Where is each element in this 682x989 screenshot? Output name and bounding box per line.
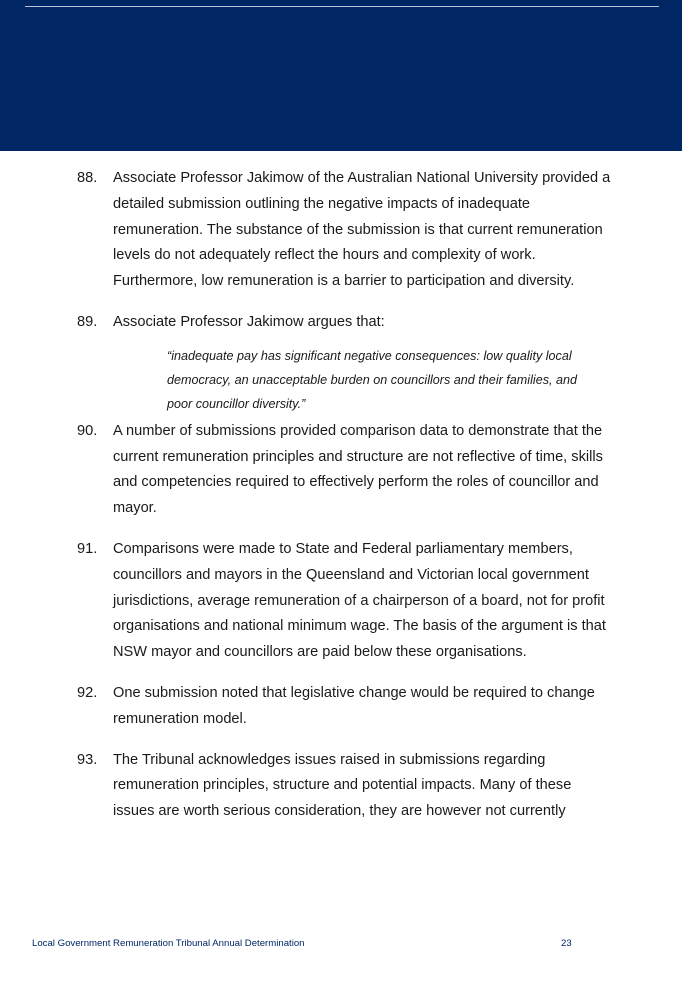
paragraph-92 xyxy=(0,681,682,733)
paragraph-text: Comparisons were made to State and Federal parliamentary members, councillors and mayors in the Queensland and Victorian local government jurisdictions, average remuneration of a chairperson of a board, not for profit organisations and national minimum wage. The basis of the argument is that NSW mayor and councillors are paid below these organisations. xyxy=(113,540,606,661)
header-rule xyxy=(25,6,659,7)
paragraph-91 xyxy=(0,537,682,666)
paragraph-93 xyxy=(0,748,682,825)
paragraph-number: 89. xyxy=(77,313,98,330)
paragraph-88 xyxy=(0,166,682,295)
footer-document-title: Local Government Remuneration Tribunal Annual Determination xyxy=(32,938,305,949)
paragraph-number: 92. xyxy=(77,684,98,701)
paragraph-90 xyxy=(0,419,682,522)
paragraph-text: The Tribunal acknowledges issues raised in submissions regarding remuneration principles, structure and potential impacts. Many of these issues are worth serious consideration, they are however not currently xyxy=(113,751,572,820)
paragraph-89 xyxy=(0,310,682,336)
paragraph-text: One submission noted that legislative change would be required to change remuneration model. xyxy=(113,684,595,727)
block-quote: “inadequate pay has significant negative consequences: low quality local democracy, an unacceptable burden on councillors and their families, and poor councillor diversity.” xyxy=(167,348,578,411)
paragraph-number: 88. xyxy=(77,170,98,186)
paragraph-number: 93. xyxy=(77,751,98,768)
paragraph-number: 91. xyxy=(77,540,98,557)
paragraph-number: 90. xyxy=(77,422,98,439)
header-band xyxy=(0,0,682,151)
paragraph-text: A number of submissions provided comparison data to demonstrate that the current remuneration principles and structure are not reflective of time, skills and competencies required to effectively perform the roles of councillor and mayor. xyxy=(113,422,603,517)
paragraph-text: Associate Professor Jakimow argues that: xyxy=(113,313,385,330)
document-body xyxy=(0,166,682,840)
paragraph-text: Associate Professor Jakimow of the Australian National University provided a detailed submission outlining the negative impacts of inadequate remuneration. The substance of the submission is that current remuneration levels do not adequately reflect the hours and complexity of work. Furthermore, low remuneration is a barrier to participation and diversity. xyxy=(113,170,611,290)
footer-page-number: 23 xyxy=(561,938,572,949)
